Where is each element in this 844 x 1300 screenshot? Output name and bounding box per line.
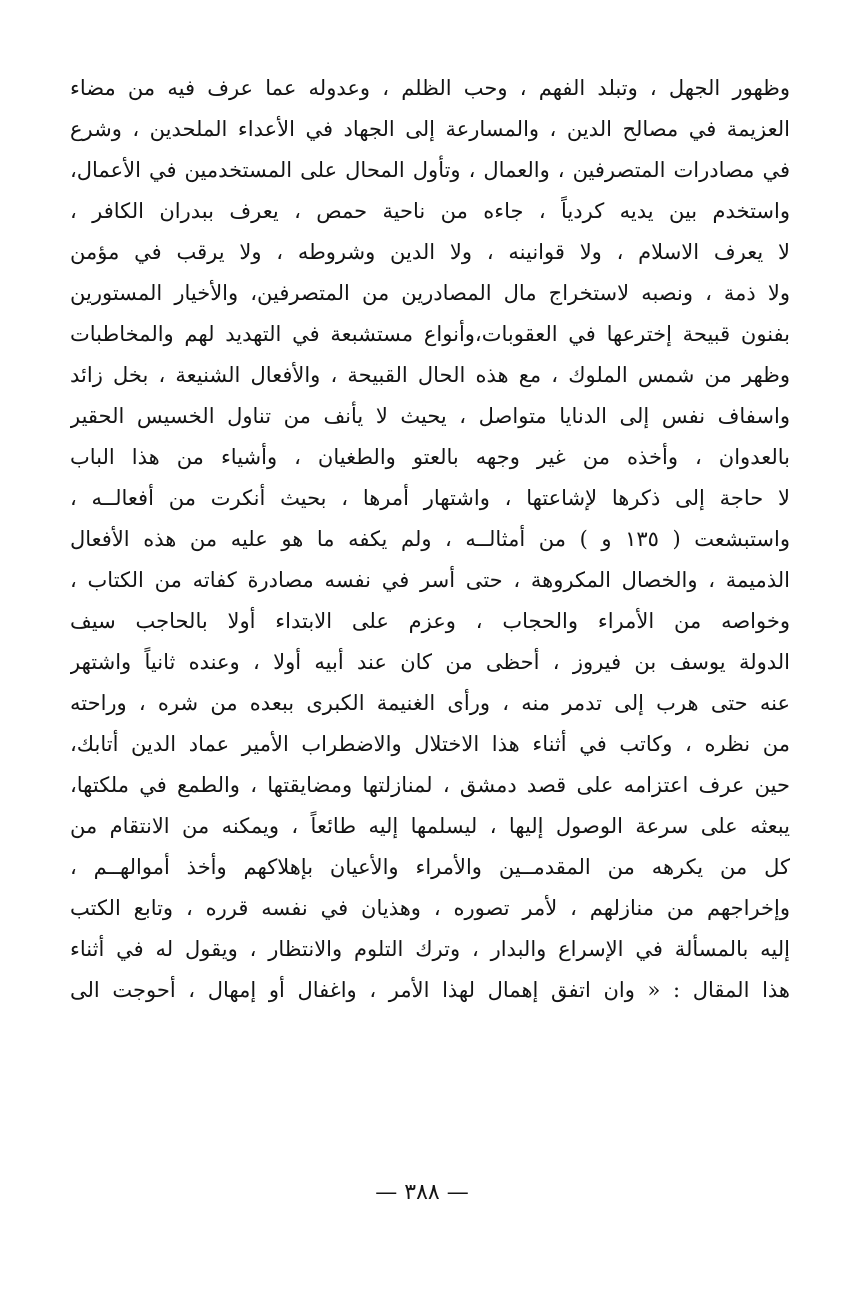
text-line: بفنون قبيحة إخترعها في العقوبات،وأنواع مستشبعة في التهديد لهم والمخاطبات bbox=[70, 322, 790, 346]
text-line: وإخراجهم من منازلهم ، لأمر تصوره ، وهذيان في نفسه قرره ، وتابع الكتب bbox=[70, 896, 790, 920]
text-line: واستبشعت ( ١٣٥ و ) من أمثالــه ، ولم يكفه ما هو عليه من هذه الأفعال bbox=[70, 527, 790, 551]
page-number: — ٣٨٨ — bbox=[375, 1180, 469, 1205]
text-line: حين عرف اعتزامه على قصد دمشق ، لمنازلتها ومضايقتها ، والطمع في ملكتها، bbox=[70, 773, 790, 797]
text-line: في مصادرات المتصرفين ، والعمال ، وتأول المحال على المستخدمين في الأعمال، bbox=[70, 158, 790, 182]
text-line: يبعثه على سرعة الوصول إليها ، ليسلمها إليه طائعاً ، ويمكنه من الانتقام من bbox=[70, 814, 790, 838]
text-line: كل من يكرهه من المقدمــين والأمراء والأعيان بإهلاكهم وأخذ أموالهــم ، bbox=[70, 855, 790, 879]
text-line: هذا المقال : « وان اتفق إهمال لهذا الأمر ، واغفال أو إمهال ، أحوجت الى bbox=[70, 978, 790, 1002]
text-line: بالعدوان ، وأخذه من غير وجهه بالعتو والطغيان ، وأشياء من هذا الباب bbox=[70, 445, 790, 469]
text-line: لا حاجة إلى ذكرها لإشاعتها ، واشتهار أمرها ، بحيث أنكرت من أفعالــه ، bbox=[70, 486, 790, 510]
body-text bbox=[70, 68, 790, 1011]
text-line: وظهر من شمس الملوك ، مع هذه الحال القبيحة ، والأفعال الشنيعة ، بخل زائد bbox=[70, 363, 790, 387]
text-line: عنه حتى هرب إلى تدمر منه ، ورأى الغنيمة الكبرى ببعده من شره ، وراحته bbox=[70, 691, 790, 715]
text-line: من نظره ، وكاتب في أثناء هذا الاختلال والاضطراب الأمير عماد الدين أتابك، bbox=[70, 732, 790, 756]
text-line: لا يعرف الاسلام ، ولا قوانينه ، ولا الدين وشروطه ، ولا يرقب في مؤمن bbox=[70, 240, 790, 264]
text-line: واستخدم بين يديه كردياً ، جاءه من ناحية حمص ، يعرف ببدران الكافر ، bbox=[70, 199, 790, 223]
text-line: وخواصه من الأمراء والحجاب ، وعزم على الابتداء أولا بالحاجب سيف bbox=[70, 609, 790, 633]
text-line: الدولة يوسف بن فيروز ، أحظى من كان عند أبيه أولا ، وعنده ثانياً واشتهر bbox=[70, 650, 790, 674]
text-line: الذميمة ، والخصال المكروهة ، حتى أسر في نفسه مصادرة كفاته من الكتاب ، bbox=[70, 568, 790, 592]
text-line: ولا ذمة ، ونصبه لاستخراج مال المصادرين من المتصرفين، والأخيار المستورين bbox=[70, 281, 790, 305]
text-line: إليه بالمسألة في الإسراع والبدار ، وترك التلوم والانتظار ، ويقول له في أثناء bbox=[70, 937, 790, 961]
text-line: واسفاف نفس إلى الدنايا متواصل ، يحيث لا يأنف من تناول الخسيس الحقير bbox=[70, 404, 790, 428]
text-line: وظهور الجهل ، وتبلد الفهم ، وحب الظلم ، وعدوله عما عرف فيه من مضاء bbox=[70, 76, 790, 100]
text-line: العزيمة في مصالح الدين ، والمسارعة إلى الجهاد في الأعداء الملحدين ، وشرع bbox=[70, 117, 790, 141]
